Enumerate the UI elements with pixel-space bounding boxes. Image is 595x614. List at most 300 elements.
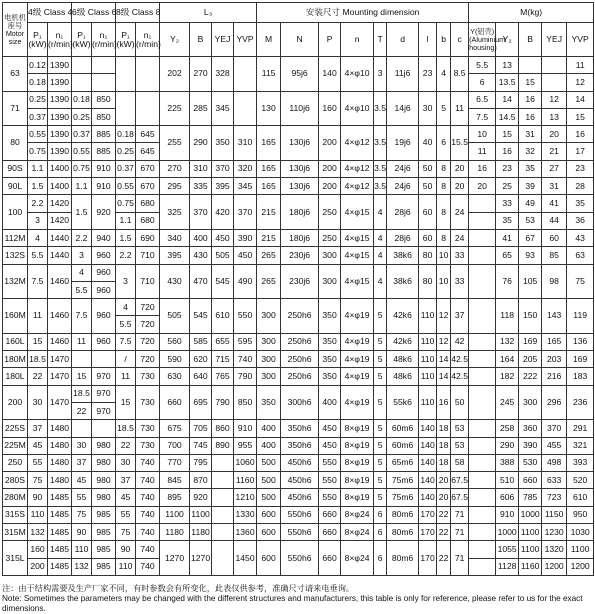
p1-header: P₁ (kW) bbox=[28, 23, 48, 57]
class8-speed-cell: 645 bbox=[136, 126, 160, 143]
mount-cell: 180j6 bbox=[281, 229, 319, 246]
l3-cell: 270 bbox=[190, 57, 212, 92]
mount-cell: 67.5 bbox=[451, 472, 469, 489]
mount-cell: 8×φ19 bbox=[341, 437, 374, 454]
mass-cell: 16 bbox=[567, 126, 594, 143]
class6-speed-cell: 960 bbox=[92, 247, 116, 264]
mount-cell: 6 bbox=[374, 541, 387, 576]
l3-cell: 295 bbox=[160, 178, 190, 195]
l3-cell: 225 bbox=[160, 91, 190, 126]
table-row bbox=[3, 247, 594, 264]
mount-cell: 500 bbox=[257, 489, 281, 506]
mount-cell: 500 bbox=[257, 472, 281, 489]
mass-cell: 606 bbox=[496, 489, 519, 506]
mass-cell: 65 bbox=[496, 247, 519, 264]
mount-cell: 58 bbox=[451, 454, 469, 471]
mass-cell bbox=[469, 299, 496, 334]
l3-cell: 1270 bbox=[160, 541, 190, 576]
mount-cell: 75m6 bbox=[387, 472, 419, 489]
class6-speed-cell: 980 bbox=[92, 454, 116, 471]
class4-speed-cell: 1480 bbox=[48, 437, 72, 454]
mass-y2-header: Y₂ bbox=[496, 23, 519, 57]
mount-cell: 42 bbox=[451, 333, 469, 350]
mass-cell: 118 bbox=[496, 299, 519, 334]
mass-cell: 11 bbox=[469, 143, 496, 160]
mount-cell: 200 bbox=[319, 126, 341, 161]
l3-cell: 955 bbox=[234, 437, 257, 454]
l3-cell: 490 bbox=[234, 264, 257, 299]
class6-speed-cell: 885 bbox=[92, 143, 116, 160]
mount-cell: 67.5 bbox=[451, 489, 469, 506]
mount-cell: 3.5 bbox=[374, 178, 387, 195]
class6-speed-cell: 940 bbox=[92, 229, 116, 246]
mount-cell: 50 bbox=[419, 160, 437, 177]
class8-power-cell: 2.2 bbox=[116, 247, 136, 264]
mount-cell: 8.5 bbox=[451, 57, 469, 92]
mount-cell: 130j6 bbox=[281, 178, 319, 195]
class6-power-cell: 1.5 bbox=[72, 195, 92, 230]
class6-speed-cell: 985 bbox=[92, 524, 116, 541]
l3-cell: 370 bbox=[190, 195, 212, 230]
mount-cell: 18 bbox=[437, 437, 451, 454]
mount-cell: 8 bbox=[437, 178, 451, 195]
mass-cell: 169 bbox=[519, 333, 542, 350]
mount-cell: 3.5 bbox=[374, 91, 387, 126]
mount-cell: 115 bbox=[257, 57, 281, 92]
l3-cell: 795 bbox=[190, 454, 212, 471]
mount-cell: 110 bbox=[419, 351, 437, 368]
class8-speed-cell: 740 bbox=[136, 506, 160, 523]
class6-power-cell: 132 bbox=[72, 558, 92, 575]
l3-cell: 700 bbox=[160, 437, 190, 454]
c-header: c bbox=[451, 23, 469, 57]
class4-power-cell: 0.12 bbox=[28, 57, 48, 74]
mount-cell: 11 bbox=[451, 91, 469, 126]
class8-power-cell bbox=[116, 91, 136, 126]
class4-power-cell: 200 bbox=[28, 558, 48, 575]
class8-power-cell: 55 bbox=[116, 506, 136, 523]
class4-power-cell: 75 bbox=[28, 472, 48, 489]
class8-speed-cell: 730 bbox=[136, 385, 160, 420]
class6-speed-cell: 960 bbox=[92, 333, 116, 350]
mass-cell: 245 bbox=[496, 385, 519, 420]
mass-cell: 23 bbox=[567, 160, 594, 177]
mount-cell: 42k6 bbox=[387, 333, 419, 350]
mass-cell: 23 bbox=[496, 160, 519, 177]
mount-cell: 660 bbox=[319, 524, 341, 541]
mount-cell: 22 bbox=[437, 524, 451, 541]
note-chinese: 注：由于结构需要及生产厂家不同，有时参数会有所变化，此表仅供参考，准确尺寸请来电垂询。 bbox=[2, 584, 355, 593]
class8-speed-cell bbox=[136, 57, 160, 92]
class6-speed-cell: 885 bbox=[92, 126, 116, 143]
mount-cell: 60 bbox=[419, 195, 437, 230]
class6-power-cell: 0.55 bbox=[72, 143, 92, 160]
mount-cell: 40 bbox=[419, 126, 437, 161]
class4-speed-cell: 1460 bbox=[48, 264, 72, 299]
class8-speed-cell: 710 bbox=[136, 264, 160, 299]
mount-cell: 350 bbox=[257, 385, 281, 420]
frame-cell: 280S bbox=[3, 472, 28, 489]
mount-cell: 250h6 bbox=[281, 299, 319, 334]
class8-power-cell: 5.5 bbox=[116, 316, 136, 333]
class8-speed-cell: 670 bbox=[136, 160, 160, 177]
mass-cell: 35 bbox=[519, 160, 542, 177]
mass-cell: 5.5 bbox=[469, 57, 496, 74]
mount-cell: 5 bbox=[374, 420, 387, 437]
mass-cell: 530 bbox=[519, 454, 542, 471]
mount-cell: 53 bbox=[451, 420, 469, 437]
n1-header: n₁ (r/min) bbox=[136, 23, 160, 57]
table-row bbox=[3, 524, 594, 541]
mass-cell: 76 bbox=[496, 264, 519, 299]
mass-cell: 169 bbox=[567, 351, 594, 368]
mount-cell: 165 bbox=[257, 160, 281, 177]
mount-cell: 6 bbox=[437, 126, 451, 161]
mount-cell: 5 bbox=[374, 489, 387, 506]
l3-cell: 585 bbox=[190, 333, 212, 350]
mount-cell: 4×φ12 bbox=[341, 160, 374, 177]
mount-cell: 5 bbox=[374, 333, 387, 350]
mount-cell: 20 bbox=[451, 160, 469, 177]
mass-cell: 14 bbox=[567, 91, 594, 108]
table-row bbox=[3, 126, 594, 143]
mount-cell: 140 bbox=[419, 420, 437, 437]
p1-header: P₁ (kW) bbox=[116, 23, 136, 57]
mass-cell: 15 bbox=[519, 74, 542, 91]
mount-cell: 600 bbox=[257, 524, 281, 541]
class6-power-cell: 15 bbox=[72, 368, 92, 385]
l3-cell: 285 bbox=[190, 91, 212, 126]
mount-cell: 24 bbox=[451, 195, 469, 230]
mount-cell: 300 bbox=[257, 351, 281, 368]
class6-speed-cell: 980 bbox=[92, 437, 116, 454]
class6-power-cell: 90 bbox=[72, 524, 92, 541]
d-header: d bbox=[387, 23, 419, 57]
mount-cell: 600 bbox=[257, 541, 281, 576]
mount-cell: 4×φ19 bbox=[341, 368, 374, 385]
mount-cell: 4 bbox=[437, 57, 451, 92]
frame-cell: 80 bbox=[3, 126, 28, 161]
class4-power-cell: 1.5 bbox=[28, 178, 48, 195]
l3-cell: 590 bbox=[160, 351, 190, 368]
class4-power-cell: 30 bbox=[28, 385, 48, 420]
frame-cell: 180M bbox=[3, 351, 28, 368]
mount-cell: 4 bbox=[374, 247, 387, 264]
l3-cell: 202 bbox=[160, 57, 190, 92]
class4-speed-cell: 1485 bbox=[48, 524, 72, 541]
frame-cell: 90L bbox=[3, 178, 28, 195]
mount-cell: 4×φ19 bbox=[341, 351, 374, 368]
mass-cell: 93 bbox=[519, 247, 542, 264]
class6-power-cell: 2.2 bbox=[72, 229, 92, 246]
l3-cell: 1060 bbox=[234, 454, 257, 471]
class8-speed-cell: 670 bbox=[136, 178, 160, 195]
mass-cell: 33 bbox=[496, 195, 519, 212]
l3-cell: 890 bbox=[212, 437, 234, 454]
mass-cell: 36 bbox=[567, 212, 594, 229]
frame-cell: 63 bbox=[3, 57, 28, 92]
class8-power-cell: 3 bbox=[116, 264, 136, 299]
mount-cell: 400 bbox=[257, 437, 281, 454]
l3-cell bbox=[212, 541, 234, 576]
mass-cell: 498 bbox=[542, 454, 567, 471]
l3-cell bbox=[212, 454, 234, 471]
mount-cell: 170 bbox=[419, 506, 437, 523]
l3-cell: 328 bbox=[212, 57, 234, 92]
mass-cell: 13 bbox=[496, 57, 519, 74]
class8-power-cell: 110 bbox=[116, 558, 136, 575]
yej-header: YEJ bbox=[212, 23, 234, 57]
l3-cell: 1330 bbox=[234, 506, 257, 523]
class8-speed-cell: 730 bbox=[136, 420, 160, 437]
mount-cell: 450h6 bbox=[281, 489, 319, 506]
l3-cell: 705 bbox=[190, 420, 212, 437]
mount-cell: 215 bbox=[257, 195, 281, 230]
mass-cell: 7.5 bbox=[469, 108, 496, 125]
frame-cell: 315M bbox=[3, 524, 28, 541]
l3-cell: 1100 bbox=[160, 506, 190, 523]
frame-cell: 132M bbox=[3, 264, 28, 299]
l3-cell: 310 bbox=[234, 126, 257, 161]
class6-header: 6级 Class 6 bbox=[72, 3, 116, 23]
mount-cell: 140 bbox=[419, 454, 437, 471]
mount-cell: 550 bbox=[319, 472, 341, 489]
class8-speed-cell: 730 bbox=[136, 368, 160, 385]
mass-cell: 6 bbox=[469, 74, 496, 91]
mass-cell: 13.5 bbox=[496, 74, 519, 91]
mount-cell: 50 bbox=[419, 178, 437, 195]
mount-cell: 110 bbox=[419, 299, 437, 334]
class6-power-cell: 30 bbox=[72, 437, 92, 454]
class6-speed-cell bbox=[92, 74, 116, 91]
class8-speed-cell: 645 bbox=[136, 143, 160, 160]
class6-power-cell: 5.5 bbox=[72, 281, 92, 298]
class8-power-cell: 75 bbox=[116, 524, 136, 541]
table-row bbox=[3, 229, 594, 246]
table-row bbox=[3, 57, 594, 74]
n-small-header: n bbox=[341, 23, 374, 57]
mass-cell: 1230 bbox=[542, 524, 567, 541]
mass-cell: 300 bbox=[519, 385, 542, 420]
mass-cell: 1128 bbox=[496, 558, 519, 575]
class4-power-cell: 45 bbox=[28, 437, 48, 454]
mass-cell: 1030 bbox=[567, 524, 594, 541]
l3-cell: 545 bbox=[190, 299, 212, 334]
y-aluminium-header: Y(铝壳) (Aluminium housing) bbox=[469, 23, 496, 57]
table-row bbox=[3, 195, 594, 212]
mount-cell: 6 bbox=[374, 524, 387, 541]
mount-cell: 450h6 bbox=[281, 454, 319, 471]
mass-cell: 105 bbox=[519, 264, 542, 299]
class8-speed-cell: 740 bbox=[136, 524, 160, 541]
mass-cell: 1100 bbox=[567, 541, 594, 558]
mass-cell: 63 bbox=[567, 247, 594, 264]
class8-power-cell: 0.37 bbox=[116, 160, 136, 177]
class8-power-cell: 90 bbox=[116, 541, 136, 558]
frame-cell: 280M bbox=[3, 489, 28, 506]
mount-cell: 450 bbox=[319, 437, 341, 454]
mount-cell: 350h6 bbox=[281, 437, 319, 454]
class6-speed-cell: 980 bbox=[92, 472, 116, 489]
class4-speed-cell: 1460 bbox=[48, 333, 72, 350]
mount-cell: 80m6 bbox=[387, 524, 419, 541]
mount-cell: 33 bbox=[451, 247, 469, 264]
class4-header: 4级 Class 4 bbox=[28, 3, 72, 23]
mount-cell: 250 bbox=[319, 229, 341, 246]
class8-speed-cell: 720 bbox=[136, 333, 160, 350]
mount-cell: 65m6 bbox=[387, 454, 419, 471]
frame-cell: 225M bbox=[3, 437, 28, 454]
mount-cell: 71 bbox=[451, 524, 469, 541]
mount-cell: 42.5 bbox=[451, 351, 469, 368]
mass-cell: 13 bbox=[542, 108, 567, 125]
mount-cell: 160 bbox=[319, 91, 341, 126]
l3-cell: 1360 bbox=[234, 524, 257, 541]
mass-cell: 203 bbox=[542, 351, 567, 368]
mount-cell: 165 bbox=[257, 178, 281, 195]
class8-power-cell: 45 bbox=[116, 489, 136, 506]
mass-cell: 41 bbox=[496, 229, 519, 246]
l3-cell: 860 bbox=[212, 420, 234, 437]
l3-cell: 1270 bbox=[190, 541, 212, 576]
class6-speed-cell: 960 bbox=[92, 281, 116, 298]
frame-header: 电机机座号 Motor size bbox=[3, 3, 28, 57]
l3-cell: 740 bbox=[234, 351, 257, 368]
table-row bbox=[3, 506, 594, 523]
frame-cell: 180L bbox=[3, 368, 28, 385]
class4-power-cell: 18.5 bbox=[28, 351, 48, 368]
mount-cell: 33 bbox=[451, 264, 469, 299]
mass-cell: 60 bbox=[542, 229, 567, 246]
l3-cell: 350 bbox=[212, 126, 234, 161]
mount-cell: 250h6 bbox=[281, 351, 319, 368]
mount-cell: 130 bbox=[257, 91, 281, 126]
mass-cell: 98 bbox=[542, 264, 567, 299]
class4-power-cell: 22 bbox=[28, 368, 48, 385]
mass-cell: 35 bbox=[496, 212, 519, 229]
l3-cell: 1180 bbox=[160, 524, 190, 541]
mass-yej-header: YEJ bbox=[542, 23, 567, 57]
l3-cell: 620 bbox=[190, 351, 212, 368]
class8-power-cell: 0.18 bbox=[116, 126, 136, 143]
mount-cell: 300 bbox=[319, 247, 341, 264]
class4-speed-cell: 1470 bbox=[48, 368, 72, 385]
class6-speed-cell bbox=[92, 351, 116, 368]
class4-speed-cell: 1480 bbox=[48, 420, 72, 437]
mount-cell: 23 bbox=[419, 57, 437, 92]
frame-cell: 250 bbox=[3, 454, 28, 471]
l3-cell: 290 bbox=[190, 126, 212, 161]
frame-cell: 71 bbox=[3, 91, 28, 126]
mass-cell: 291 bbox=[567, 420, 594, 437]
mass-cell: 14 bbox=[496, 91, 519, 108]
mount-cell: 660 bbox=[319, 541, 341, 576]
l3-cell: 420 bbox=[212, 195, 234, 230]
table-row bbox=[3, 264, 594, 281]
l3-cell: 655 bbox=[212, 333, 234, 350]
frame-cell: 200 bbox=[3, 385, 28, 420]
l3-cell: 640 bbox=[190, 368, 212, 385]
class6-speed-cell bbox=[92, 57, 116, 74]
mass-cell: 136 bbox=[567, 333, 594, 350]
mass-cell: 25 bbox=[496, 178, 519, 195]
mount-cell: 4×φ19 bbox=[341, 299, 374, 334]
class8-speed-cell: 740 bbox=[136, 489, 160, 506]
class4-speed-cell: 1390 bbox=[48, 126, 72, 143]
l3-cell: 310 bbox=[190, 160, 212, 177]
class6-power-cell bbox=[72, 57, 92, 74]
mass-cell: 16 bbox=[496, 143, 519, 160]
mount-cell: 250 bbox=[319, 195, 341, 230]
l3-cell: 390 bbox=[234, 229, 257, 246]
n-cap-header: N bbox=[281, 23, 319, 57]
class6-power-cell: 7.5 bbox=[72, 299, 92, 334]
l3-cell: 335 bbox=[190, 178, 212, 195]
mount-cell: 110 bbox=[419, 385, 437, 420]
mass-cell: 723 bbox=[542, 489, 567, 506]
class4-speed-cell: 1480 bbox=[48, 472, 72, 489]
mount-cell: 300 bbox=[257, 368, 281, 385]
class4-speed-cell: 1470 bbox=[48, 385, 72, 420]
mass-cell: 49 bbox=[519, 195, 542, 212]
mount-cell: 170 bbox=[419, 524, 437, 541]
note-english: Note: Sometimes the parameters may be changed with the different structures and manufacturers, this table is only for reference, please refer to us for the exact dimensions. bbox=[2, 594, 583, 613]
frame-cell: 315S bbox=[3, 506, 28, 523]
class6-power-cell: 11 bbox=[72, 333, 92, 350]
mount-cell: 4×φ19 bbox=[341, 333, 374, 350]
mass-cell bbox=[469, 472, 496, 489]
l3-cell: 470 bbox=[190, 264, 212, 299]
l3-cell: 450 bbox=[212, 229, 234, 246]
mount-cell: 80 bbox=[419, 264, 437, 299]
mount-cell: 8×φ19 bbox=[341, 472, 374, 489]
mass-cell: 16 bbox=[519, 108, 542, 125]
frame-cell: 225S bbox=[3, 420, 28, 437]
mass-cell: 165 bbox=[542, 333, 567, 350]
l3-cell: 1100 bbox=[190, 506, 212, 523]
mount-cell: 5 bbox=[437, 91, 451, 126]
mass-cell bbox=[469, 195, 496, 212]
l3-cell: 1160 bbox=[234, 472, 257, 489]
mount-cell: 165 bbox=[257, 126, 281, 161]
l3-cell: 270 bbox=[160, 160, 190, 177]
mass-cell: 44 bbox=[542, 212, 567, 229]
frame-cell: 112M bbox=[3, 229, 28, 246]
mass-cell: 1100 bbox=[519, 541, 542, 558]
mount-cell: 10 bbox=[437, 264, 451, 299]
table-row bbox=[3, 333, 594, 350]
mass-cell: 785 bbox=[519, 489, 542, 506]
class6-power-cell: 55 bbox=[72, 489, 92, 506]
mount-cell: 12 bbox=[437, 299, 451, 334]
class6-power-cell: 45 bbox=[72, 472, 92, 489]
l3-cell: 560 bbox=[160, 333, 190, 350]
l3-cell: 550 bbox=[234, 299, 257, 334]
mass-cell: 14.5 bbox=[496, 108, 519, 125]
mount-cell: 8×φ19 bbox=[341, 454, 374, 471]
mount-cell: 300h6 bbox=[281, 385, 319, 420]
mount-cell: 14 bbox=[437, 368, 451, 385]
mass-cell: 35 bbox=[567, 195, 594, 212]
mount-cell: 8×φ24 bbox=[341, 506, 374, 523]
class6-speed-cell: 980 bbox=[92, 489, 116, 506]
mount-cell: 4×φ10 bbox=[341, 91, 374, 126]
mount-cell: 265 bbox=[257, 264, 281, 299]
l3-cell: 345 bbox=[234, 178, 257, 195]
mount-cell: 3.5 bbox=[374, 160, 387, 177]
class8-power-cell: 11 bbox=[116, 368, 136, 385]
mass-b-header: B bbox=[519, 23, 542, 57]
